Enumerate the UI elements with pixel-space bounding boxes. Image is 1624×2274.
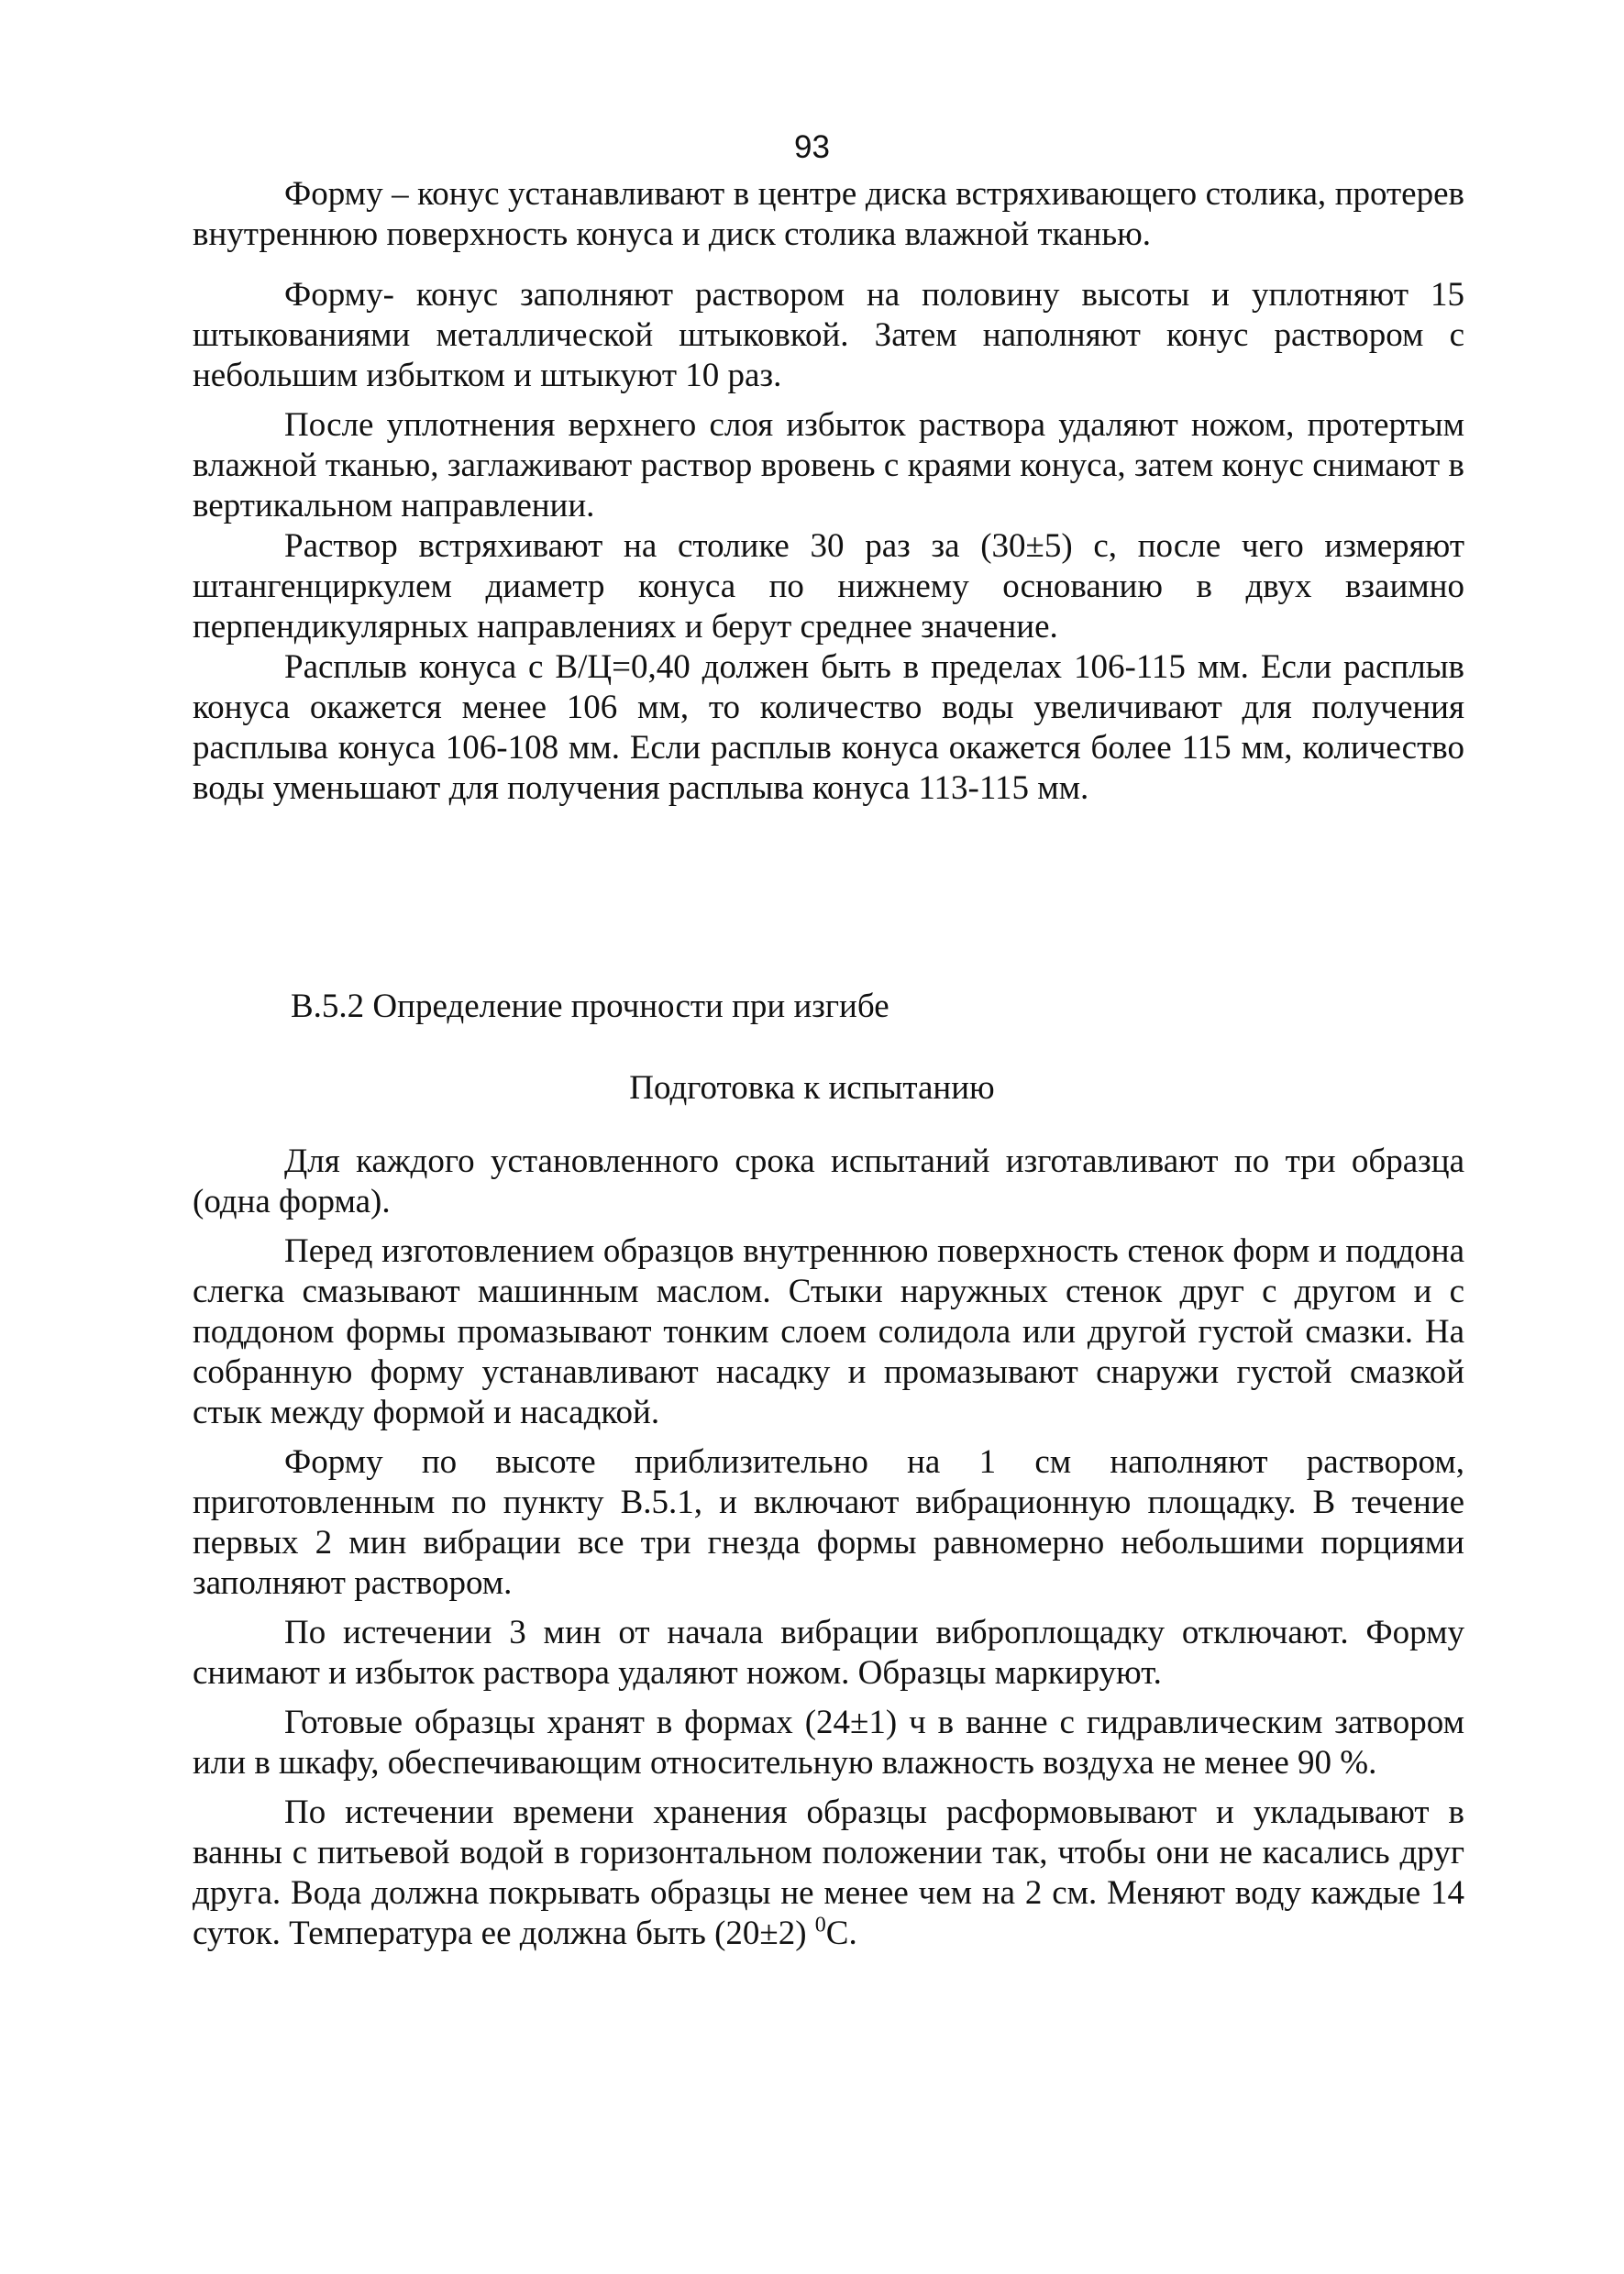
page-number: 93: [794, 129, 830, 165]
section-heading: В.5.2 Определение прочности при изгибе: [291, 988, 889, 1025]
paragraph: Для каждого установленного срока испытаний изготавливают по три образца (одна форма).: [193, 1143, 1464, 1220]
text-block-test-preparation: [193, 1142, 1464, 1954]
paragraph: После уплотнения верхнего слоя избыток раствора удаляют ножом, протертым влажной тканью, заглаживают раствор вровень с краями конуса, затем конус снимают в вертикальном направлении.: [193, 406, 1464, 524]
paragraph: Готовые образцы хранят в формах (24±1) ч в ванне с гидравлическим затвором или в шкафу, обеспечивающим относительную влажность воздуха не менее 90 %.: [193, 1704, 1464, 1782]
paragraph: Расплыв конуса с В/Ц=0,40 должен быть в пределах 106-115 мм. Если расплыв конуса окажется менее 106 мм, то количество воды увеличивают для получения расплыва конуса 106-108 мм. Если расплыв конуса окажется более 115 мм, количество воды уменьшают для получения расплыва конуса 113-115 мм.: [193, 648, 1464, 807]
paragraph: Форму – конус устанавливают в центре диска встряхивающего столика, протерев внутреннюю поверхность конуса и диск столика влажной тканью.: [193, 175, 1464, 253]
paragraph: Форму по высоте приблизительно на 1 см наполняют раствором, приготовленным по пункту В.5.1, и включают вибрационную площадку. В течение первых 2 мин вибрации все три гнезда формы равномерно небольшими порциями заполняют раствором.: [193, 1443, 1464, 1602]
paragraph: Перед изготовлением образцов внутреннюю поверхность стенок форм и поддона слегка смазывают машинным маслом. Стыки наружных стенок друг с другом и с поддоном формы промазывают тонким слоем солидола или другой густой смазки. На собранную форму устанавливают насадку и промазывают снаружи густой смазкой стык между формой и насадкой.: [193, 1232, 1464, 1431]
subheading: Подготовка к испытанию: [629, 1069, 995, 1107]
paragraph: По истечении 3 мин от начала вибрации виброплощадку отключают. Форму снимают и избыток раствора удаляют ножом. Образцы маркируют.: [193, 1614, 1464, 1692]
text-block-cone-test: [193, 174, 1464, 809]
degree-superscript: 0: [814, 1913, 826, 1937]
paragraph: Раствор встряхивают на столике 30 раз за (30±5) с, после чего измеряют штангенциркулем диаметр конуса по нижнему основанию в двух взаимно перпендикулярных направлениях и берут среднее значение.: [193, 527, 1464, 646]
paragraph-text: По истечении времени хранения образцы расформовывают и укладывают в ванны с питьевой водой в горизонтальном положении так, чтобы они не касались друг друга. Вода должна покрывать образцы не менее чем на 2 см. Меняют воду каждые 14 суток. Температура ее должна быть (20±2): [193, 1794, 1464, 1952]
temperature-unit: С.: [825, 1915, 857, 1952]
paragraph-last: [193, 1793, 1464, 1954]
paragraph: Форму- конус заполняют раствором на половину высоты и уплотняют 15 штыкованиями металлической штыковкой. Затем наполняют конус раствором с небольшим избытком и штыкуют 10 раз.: [193, 276, 1464, 394]
